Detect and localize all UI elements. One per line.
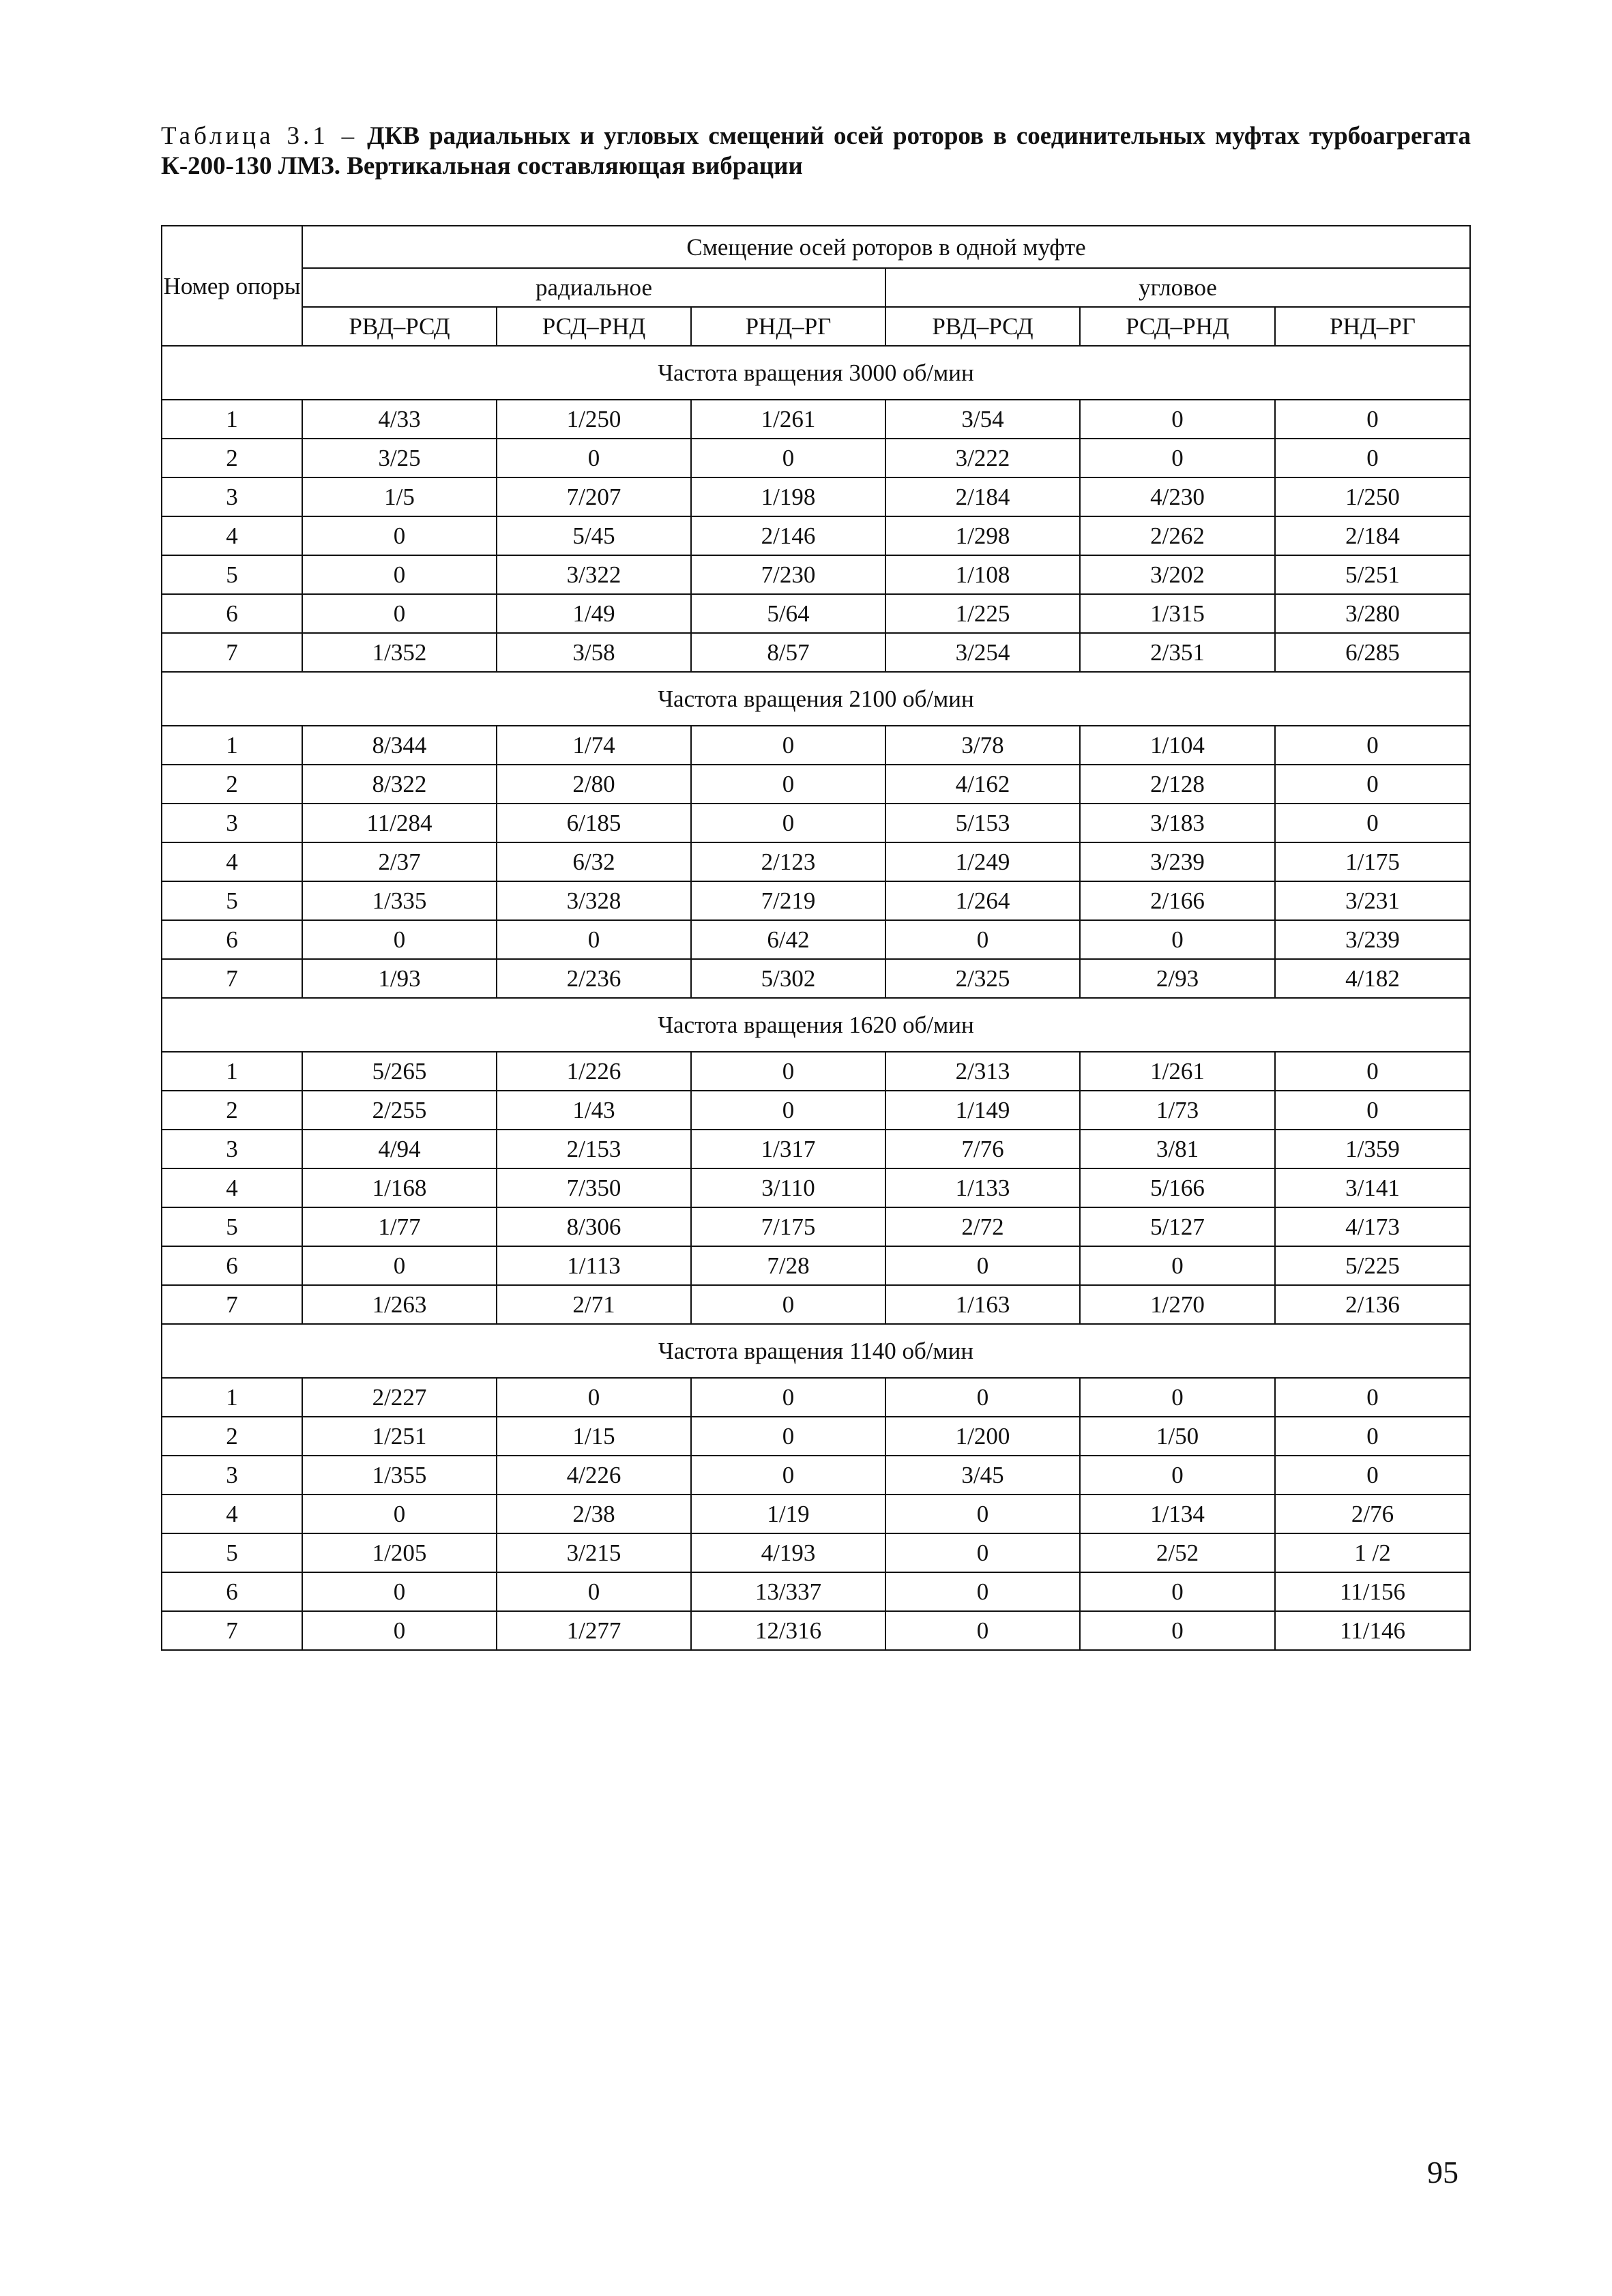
value-cell: 3/81 <box>1080 1130 1275 1168</box>
value-cell: 3/222 <box>885 439 1080 477</box>
value-cell: 1/74 <box>497 726 691 765</box>
value-cell: 8/57 <box>691 633 885 672</box>
header-radial: радиальное <box>302 268 885 307</box>
table-row <box>162 1572 1470 1611</box>
table-row <box>162 1052 1470 1091</box>
value-cell: 3/322 <box>497 555 691 594</box>
value-cell: 2/255 <box>302 1091 497 1130</box>
support-number-cell: 2 <box>162 1091 302 1130</box>
value-cell: 0 <box>691 439 885 477</box>
value-cell: 0 <box>497 920 691 959</box>
header-support: Номер опоры <box>162 226 302 346</box>
value-cell: 1/104 <box>1080 726 1275 765</box>
support-number-cell: 6 <box>162 594 302 633</box>
value-cell: 1/225 <box>885 594 1080 633</box>
value-cell: 2/313 <box>885 1052 1080 1091</box>
value-cell: 3/239 <box>1080 842 1275 881</box>
value-cell: 11/156 <box>1275 1572 1470 1611</box>
value-cell: 0 <box>885 1246 1080 1285</box>
value-cell: 4/94 <box>302 1130 497 1168</box>
value-cell: 1/134 <box>1080 1495 1275 1533</box>
table-row <box>162 1533 1470 1572</box>
value-cell: 0 <box>1275 1378 1470 1417</box>
value-cell: 1/270 <box>1080 1285 1275 1324</box>
value-cell: 2/123 <box>691 842 885 881</box>
section-title: Частота вращения 1620 об/мин <box>162 998 1470 1052</box>
value-cell: 5/153 <box>885 804 1080 842</box>
value-cell: 1/226 <box>497 1052 691 1091</box>
value-cell: 4/193 <box>691 1533 885 1572</box>
support-number-cell: 6 <box>162 1572 302 1611</box>
support-number-cell: 7 <box>162 1611 302 1650</box>
table-row <box>162 594 1470 633</box>
value-cell: 12/316 <box>691 1611 885 1650</box>
value-cell: 0 <box>1275 804 1470 842</box>
support-number-cell: 7 <box>162 959 302 998</box>
value-cell: 1/5 <box>302 477 497 516</box>
value-cell: 2/184 <box>1275 516 1470 555</box>
support-number-cell: 1 <box>162 726 302 765</box>
subheader-cell: РСД–РНД <box>1080 307 1275 346</box>
value-cell: 7/207 <box>497 477 691 516</box>
value-cell: 11/146 <box>1275 1611 1470 1650</box>
value-cell: 0 <box>1275 400 1470 439</box>
value-cell: 1/15 <box>497 1417 691 1456</box>
value-cell: 0 <box>691 1378 885 1417</box>
value-cell: 1/205 <box>302 1533 497 1572</box>
value-cell: 3/45 <box>885 1456 1080 1495</box>
value-cell: 2/37 <box>302 842 497 881</box>
value-cell: 1/200 <box>885 1417 1080 1456</box>
value-cell: 0 <box>885 1611 1080 1650</box>
value-cell: 1/198 <box>691 477 885 516</box>
value-cell: 1/77 <box>302 1207 497 1246</box>
table-row <box>162 959 1470 998</box>
value-cell: 3/280 <box>1275 594 1470 633</box>
table-row <box>162 881 1470 920</box>
support-number-cell: 4 <box>162 1168 302 1207</box>
value-cell: 0 <box>302 516 497 555</box>
value-cell: 0 <box>302 594 497 633</box>
value-cell: 1/335 <box>302 881 497 920</box>
value-cell: 2/80 <box>497 765 691 804</box>
value-cell: 0 <box>1080 1456 1275 1495</box>
value-cell: 4/33 <box>302 400 497 439</box>
table-row <box>162 726 1470 765</box>
value-cell: 3/239 <box>1275 920 1470 959</box>
support-number-cell: 2 <box>162 439 302 477</box>
value-cell: 1/113 <box>497 1246 691 1285</box>
value-cell: 0 <box>1080 1246 1275 1285</box>
value-cell: 1/175 <box>1275 842 1470 881</box>
subheader-cell: РСД–РНД <box>497 307 691 346</box>
value-cell: 2/72 <box>885 1207 1080 1246</box>
value-cell: 2/93 <box>1080 959 1275 998</box>
value-cell: 3/328 <box>497 881 691 920</box>
value-cell: 0 <box>1275 439 1470 477</box>
value-cell: 1/250 <box>497 400 691 439</box>
value-cell: 5/64 <box>691 594 885 633</box>
value-cell: 7/28 <box>691 1246 885 1285</box>
value-cell: 1/352 <box>302 633 497 672</box>
value-cell: 3/202 <box>1080 555 1275 594</box>
value-cell: 13/337 <box>691 1572 885 1611</box>
table-row <box>162 1495 1470 1533</box>
value-cell: 1/317 <box>691 1130 885 1168</box>
table-row <box>162 477 1470 516</box>
value-cell: 1/49 <box>497 594 691 633</box>
support-number-cell: 6 <box>162 920 302 959</box>
value-cell: 0 <box>1080 1378 1275 1417</box>
support-number-cell: 3 <box>162 1130 302 1168</box>
value-cell: 4/162 <box>885 765 1080 804</box>
support-number-cell: 4 <box>162 516 302 555</box>
value-cell: 2/166 <box>1080 881 1275 920</box>
caption-title: ДКВ радиальных и угловых смещений осей роторов в соединительных муфтах турбоагрегата К-200-130 ЛМЗ. Вертикальная составляющая вибрации <box>161 122 1471 180</box>
value-cell: 3/110 <box>691 1168 885 1207</box>
value-cell: 0 <box>497 1378 691 1417</box>
value-cell: 8/322 <box>302 765 497 804</box>
value-cell: 7/76 <box>885 1130 1080 1168</box>
value-cell: 2/136 <box>1275 1285 1470 1324</box>
table-row <box>162 633 1470 672</box>
value-cell: 1/355 <box>302 1456 497 1495</box>
value-cell: 5/45 <box>497 516 691 555</box>
header-group: Смещение осей роторов в одной муфте <box>302 226 1470 268</box>
value-cell: 4/230 <box>1080 477 1275 516</box>
support-number-cell: 6 <box>162 1246 302 1285</box>
value-cell: 1/251 <box>302 1417 497 1456</box>
value-cell: 3/58 <box>497 633 691 672</box>
value-cell: 1/93 <box>302 959 497 998</box>
data-table <box>161 225 1471 1651</box>
support-number-cell: 1 <box>162 1378 302 1417</box>
value-cell: 0 <box>691 1285 885 1324</box>
value-cell: 2/184 <box>885 477 1080 516</box>
support-number-cell: 5 <box>162 881 302 920</box>
value-cell: 0 <box>691 1417 885 1456</box>
subheader-cell: РВД–РСД <box>302 307 497 346</box>
value-cell: 1/315 <box>1080 594 1275 633</box>
value-cell: 0 <box>885 1572 1080 1611</box>
value-cell: 0 <box>302 920 497 959</box>
value-cell: 0 <box>1080 1611 1275 1650</box>
value-cell: 2/351 <box>1080 633 1275 672</box>
subheader-cell: РНД–РГ <box>691 307 885 346</box>
value-cell: 5/166 <box>1080 1168 1275 1207</box>
value-cell: 5/251 <box>1275 555 1470 594</box>
value-cell: 1/298 <box>885 516 1080 555</box>
table-row <box>162 439 1470 477</box>
support-number-cell: 2 <box>162 765 302 804</box>
support-number-cell: 7 <box>162 633 302 672</box>
value-cell: 0 <box>691 765 885 804</box>
value-cell: 0 <box>691 1052 885 1091</box>
value-cell: 6/42 <box>691 920 885 959</box>
value-cell: 0 <box>1275 1052 1470 1091</box>
value-cell: 1/261 <box>1080 1052 1275 1091</box>
support-number-cell: 3 <box>162 804 302 842</box>
value-cell: 0 <box>885 1378 1080 1417</box>
value-cell: 0 <box>497 1572 691 1611</box>
value-cell: 2/153 <box>497 1130 691 1168</box>
value-cell: 2/76 <box>1275 1495 1470 1533</box>
value-cell: 2/227 <box>302 1378 497 1417</box>
value-cell: 0 <box>1275 1091 1470 1130</box>
table-row <box>162 1091 1470 1130</box>
value-cell: 2/236 <box>497 959 691 998</box>
value-cell: 0 <box>691 1091 885 1130</box>
table-row <box>162 1378 1470 1417</box>
value-cell: 2/52 <box>1080 1533 1275 1572</box>
value-cell: 1/108 <box>885 555 1080 594</box>
value-cell: 7/219 <box>691 881 885 920</box>
value-cell: 0 <box>1275 765 1470 804</box>
value-cell: 1/261 <box>691 400 885 439</box>
value-cell: 3/215 <box>497 1533 691 1572</box>
table-row <box>162 1456 1470 1495</box>
table-row <box>162 1207 1470 1246</box>
section-title: Частота вращения 1140 об/мин <box>162 1324 1470 1378</box>
value-cell: 3/141 <box>1275 1168 1470 1207</box>
value-cell: 8/344 <box>302 726 497 765</box>
section-header-row <box>162 346 1470 400</box>
support-number-cell: 1 <box>162 400 302 439</box>
support-number-cell: 5 <box>162 555 302 594</box>
caption-lead: Таблица 3.1 – <box>161 122 358 150</box>
value-cell: 7/230 <box>691 555 885 594</box>
value-cell: 4/173 <box>1275 1207 1470 1246</box>
value-cell: 6/185 <box>497 804 691 842</box>
header-angular: угловое <box>885 268 1470 307</box>
value-cell: 2/128 <box>1080 765 1275 804</box>
table-row <box>162 400 1470 439</box>
value-cell: 1/250 <box>1275 477 1470 516</box>
value-cell: 6/285 <box>1275 633 1470 672</box>
table-row <box>162 516 1470 555</box>
subheader-cell: РВД–РСД <box>885 307 1080 346</box>
value-cell: 5/302 <box>691 959 885 998</box>
value-cell: 5/265 <box>302 1052 497 1091</box>
value-cell: 3/254 <box>885 633 1080 672</box>
value-cell: 0 <box>691 726 885 765</box>
value-cell: 1/149 <box>885 1091 1080 1130</box>
value-cell: 3/231 <box>1275 881 1470 920</box>
value-cell: 0 <box>1275 726 1470 765</box>
table-row <box>162 920 1470 959</box>
value-cell: 1/168 <box>302 1168 497 1207</box>
support-number-cell: 4 <box>162 1495 302 1533</box>
value-cell: 1/264 <box>885 881 1080 920</box>
value-cell: 2/71 <box>497 1285 691 1324</box>
support-number-cell: 3 <box>162 1456 302 1495</box>
value-cell: 7/175 <box>691 1207 885 1246</box>
value-cell: 1/263 <box>302 1285 497 1324</box>
value-cell: 0 <box>302 1572 497 1611</box>
value-cell: 0 <box>1080 1572 1275 1611</box>
value-cell: 0 <box>1275 1456 1470 1495</box>
table-row <box>162 1246 1470 1285</box>
table-row <box>162 555 1470 594</box>
value-cell: 3/183 <box>1080 804 1275 842</box>
value-cell: 0 <box>1080 400 1275 439</box>
value-cell: 5/225 <box>1275 1246 1470 1285</box>
table-row <box>162 1130 1470 1168</box>
value-cell: 0 <box>885 1495 1080 1533</box>
value-cell: 1/133 <box>885 1168 1080 1207</box>
support-number-cell: 4 <box>162 842 302 881</box>
support-number-cell: 7 <box>162 1285 302 1324</box>
value-cell: 1/73 <box>1080 1091 1275 1130</box>
value-cell: 0 <box>302 555 497 594</box>
value-cell: 11/284 <box>302 804 497 842</box>
value-cell: 2/262 <box>1080 516 1275 555</box>
table-row <box>162 842 1470 881</box>
support-number-cell: 1 <box>162 1052 302 1091</box>
value-cell: 7/350 <box>497 1168 691 1207</box>
support-number-cell: 5 <box>162 1207 302 1246</box>
page-number: 95 <box>1427 2155 1459 2190</box>
value-cell: 1/163 <box>885 1285 1080 1324</box>
value-cell: 1/19 <box>691 1495 885 1533</box>
table-row <box>162 765 1470 804</box>
value-cell: 2/146 <box>691 516 885 555</box>
table-row <box>162 1285 1470 1324</box>
table-caption <box>161 121 1471 181</box>
value-cell: 1/249 <box>885 842 1080 881</box>
value-cell: 1/50 <box>1080 1417 1275 1456</box>
value-cell: 3/78 <box>885 726 1080 765</box>
value-cell: 1/359 <box>1275 1130 1470 1168</box>
value-cell: 0 <box>885 1533 1080 1572</box>
value-cell: 1/277 <box>497 1611 691 1650</box>
value-cell: 2/38 <box>497 1495 691 1533</box>
value-cell: 0 <box>302 1611 497 1650</box>
value-cell: 4/182 <box>1275 959 1470 998</box>
table-row <box>162 1417 1470 1456</box>
value-cell: 0 <box>302 1495 497 1533</box>
value-cell: 3/25 <box>302 439 497 477</box>
value-cell: 0 <box>1080 920 1275 959</box>
section-header-row <box>162 998 1470 1052</box>
value-cell: 0 <box>885 920 1080 959</box>
value-cell: 8/306 <box>497 1207 691 1246</box>
value-cell: 5/127 <box>1080 1207 1275 1246</box>
value-cell: 0 <box>691 804 885 842</box>
section-title: Частота вращения 2100 об/мин <box>162 672 1470 726</box>
value-cell: 6/32 <box>497 842 691 881</box>
value-cell: 0 <box>691 1456 885 1495</box>
section-title: Частота вращения 3000 об/мин <box>162 346 1470 400</box>
value-cell: 1 /2 <box>1275 1533 1470 1572</box>
section-header-row <box>162 1324 1470 1378</box>
support-number-cell: 3 <box>162 477 302 516</box>
support-number-cell: 2 <box>162 1417 302 1456</box>
value-cell: 0 <box>497 439 691 477</box>
table-row <box>162 804 1470 842</box>
table-row <box>162 1611 1470 1650</box>
section-header-row <box>162 672 1470 726</box>
support-number-cell: 5 <box>162 1533 302 1572</box>
value-cell: 2/325 <box>885 959 1080 998</box>
table-row <box>162 1168 1470 1207</box>
value-cell: 0 <box>302 1246 497 1285</box>
value-cell: 0 <box>1275 1417 1470 1456</box>
value-cell: 4/226 <box>497 1456 691 1495</box>
value-cell: 0 <box>1080 439 1275 477</box>
value-cell: 1/43 <box>497 1091 691 1130</box>
subheader-cell: РНД–РГ <box>1275 307 1470 346</box>
value-cell: 3/54 <box>885 400 1080 439</box>
